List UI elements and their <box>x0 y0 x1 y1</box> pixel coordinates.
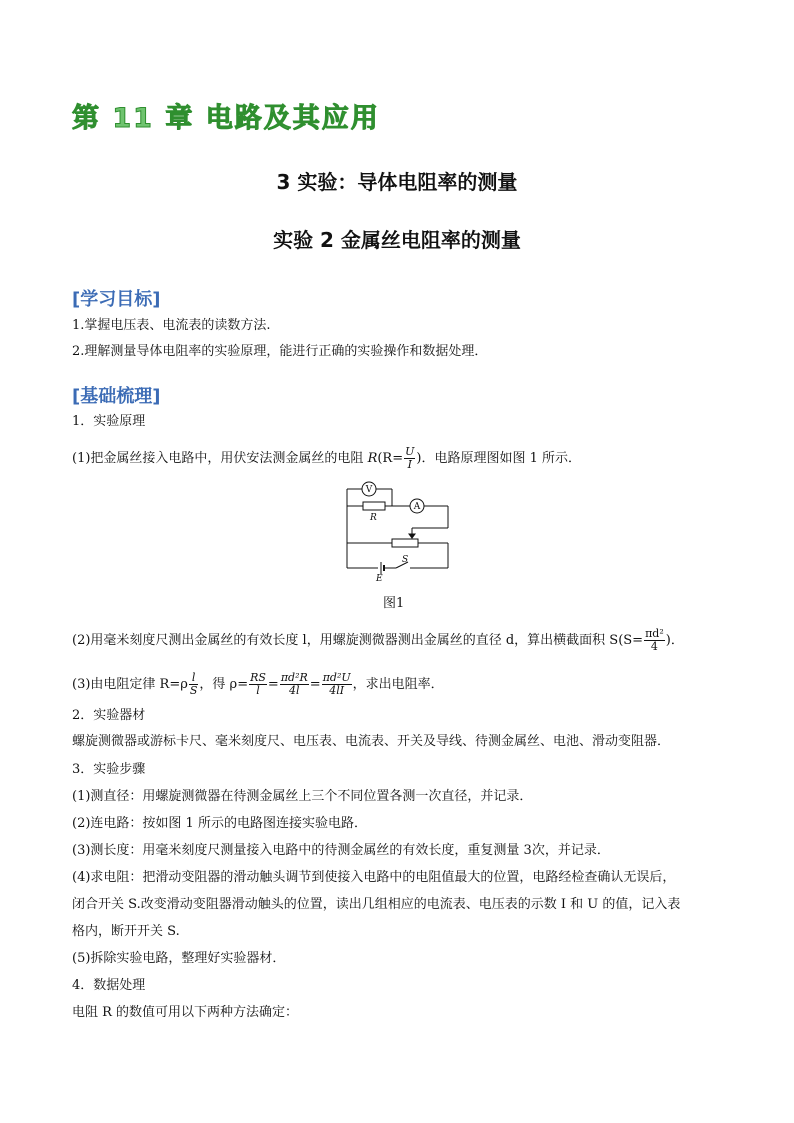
battery-label: E <box>376 574 383 584</box>
equipment-text: 螺旋测微器或游标卡尺、毫米刻度尺、电压表、电流表、开关及导线、待测金属丝、电池、滑动变阻器． <box>72 734 671 749</box>
voltmeter-label: V <box>365 485 373 495</box>
fraction-area: $\frac{\text{πd²}}{4}$ <box>645 627 664 653</box>
step-5: (5)拆除实验电路，整理好实验器材． <box>72 951 286 966</box>
section-title: 3 实验：导体电阻率的测量 <box>276 170 518 194</box>
step-4-line-3: 格内，断开开关 S. <box>72 924 180 939</box>
goal-item-1: 1.掌握电压表、电流表的读数方法. <box>72 318 271 333</box>
resistor-label: R <box>370 513 377 523</box>
experiment-title: 实验 2 金属丝电阻率的测量 <box>273 228 521 252</box>
principle-p1: (1)把金属丝接入电路中，用伏安法测金属丝的电阻 R(R= $\frac{U}{I}$ )．电路原理图如图 1 所示． <box>72 445 582 471</box>
step-1: (1)测直径：用螺旋测微器在待测金属丝上三个不同位置各测一次直径，并记录． <box>72 789 533 804</box>
circuit-diagram <box>340 478 455 586</box>
chapter-title: 第 11 章 电路及其应用 <box>72 103 380 134</box>
equipment-heading: 2．实验器材 <box>72 708 146 723</box>
principle-heading: 1．实验原理 <box>72 414 146 429</box>
steps-heading: 3．实验步骤 <box>72 762 146 777</box>
switch-label: S <box>402 555 409 565</box>
fraction-u-over-i: $\frac{U}{I}$ <box>405 445 415 471</box>
step-4-line-2: 闭合开关 S.改变滑动变阻器滑动触头的位置，读出几组相应的电流表、电压表的示数 I 和 U 的值，记入表 <box>72 897 681 912</box>
step-4-line-1: (4)求电阻：把滑动变阻器的滑动触头调节到使接入电路中的电阻值最大的位置，电路经检查确认无误后， <box>72 870 676 885</box>
data-text: 电阻 R 的数值可用以下两种方法确定： <box>72 1005 299 1020</box>
fraction-pid2r-over-4l: $\frac{\text{πd²R}}{4l}$ <box>280 671 308 697</box>
data-heading: 4．数据处理 <box>72 978 146 993</box>
ammeter-label: A <box>413 502 421 512</box>
fraction-pid2u-over-4li: $\frac{\text{πd²U}}{4lI}$ <box>322 671 351 697</box>
figure-caption: 图1 <box>383 596 405 611</box>
step-3: (3)测长度：用毫米刻度尺测量接入电路中的待测金属丝的有效长度，重复测量 3次，并记录． <box>72 843 610 858</box>
fraction-rs-over-l: $\frac{RS}{l}$ <box>250 671 266 697</box>
basics-heading: [基础梳理] <box>72 386 161 407</box>
principle-p2: (2)用毫米刻度尺测出金属丝的有效长度 l，用螺旋测微器测出金属丝的直径 d，算出横截面积 S(S= $\frac{\text{πd²}}{4}$ )． <box>72 627 684 653</box>
fraction-l-over-s: $\frac{l}{S}$ <box>189 671 198 697</box>
goal-item-2: 2.理解测量导体电阻率的实验原理，能进行正确的实验操作和数据处理． <box>72 344 488 359</box>
goals-heading: [学习目标] <box>72 289 161 310</box>
step-2: (2)连电路：按如图 1 所示的电路图连接实验电路． <box>72 816 367 831</box>
principle-p3: (3)由电阻定律 R=ρ $\frac{l}{S}$ ，得 ρ= $\frac{RS}{l}$ = $\frac{\text{πd²R}}{4l}$ = $\frac{\text{πd²U}}{4lI}$ ，求出电阻率． <box>72 671 444 697</box>
